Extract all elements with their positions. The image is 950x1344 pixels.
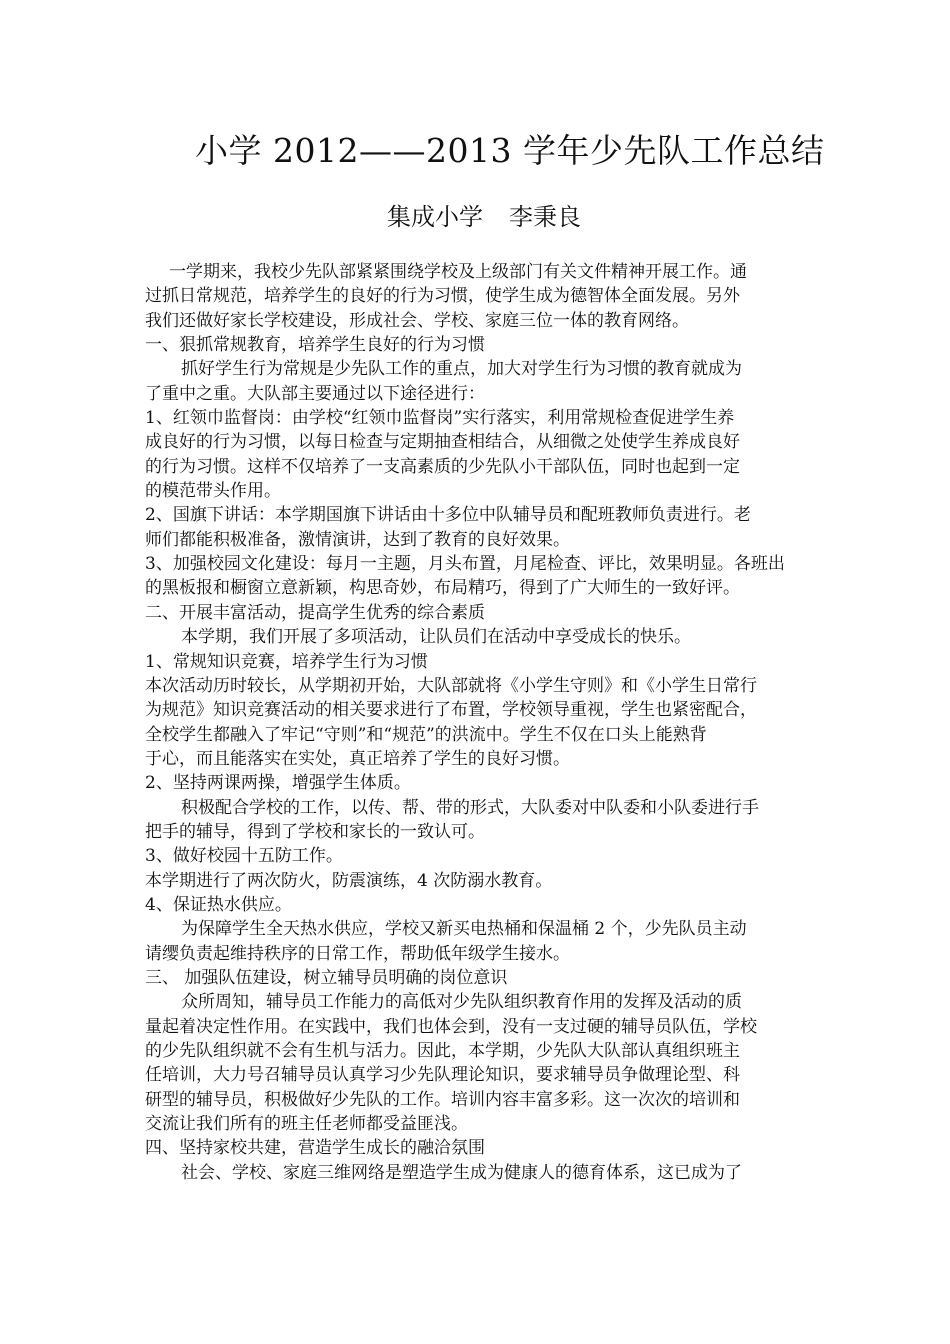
text-line: 我们还做好家长学校建设，形成社会、学校、家庭三位一体的教育网络。 <box>145 310 689 331</box>
document-title: 小学 2012——2013 学年少先队工作总结 <box>195 131 825 170</box>
text-line: 于心，而且能落实在实处，真正培养了学生的良好习惯。 <box>145 748 570 769</box>
text-line: 请缨负责起维持秩序的日常工作，帮助低年级学生接水。 <box>145 943 570 964</box>
text-line: 社会、学校、家庭三维网络是塑造学生成为健康人的德育体系，这已成为了 <box>181 1162 742 1183</box>
text-line: 3、做好校园十五防工作。 <box>145 846 343 867</box>
author-name: 李秉良 <box>509 203 581 231</box>
text-line: 交流让我们所有的班主任老师都受益匪浅。 <box>145 1114 468 1135</box>
text-line: 量起着决定性作用。在实践中，我们也体会到，没有一支过硬的辅导员队伍，学校 <box>145 1016 757 1037</box>
text-line: 四、坚持家校共建，营造学生成长的融洽氛围 <box>145 1138 485 1159</box>
author-school: 集成小学 <box>387 203 483 231</box>
document-body <box>145 260 810 1185</box>
text-line: 一、狠抓常规教育，培养学生良好的行为习惯 <box>145 335 485 356</box>
text-line: 成良好的行为习惯，以每日检查与定期抽查相结合，从细微之处使学生养成良好 <box>145 432 740 453</box>
text-line: 众所周知，辅导员工作能力的高低对少先队组织教育作用的发挥及活动的质 <box>181 992 742 1013</box>
text-line: 把手的辅导，得到了学校和家长的一致认可。 <box>145 821 485 842</box>
author-line <box>387 200 581 234</box>
text-line: 全校学生都融入了牢记“守则”和“规范”的洪流中。学生不仅在口头上能熟背 <box>145 724 707 745</box>
text-line: 的黑板报和橱窗立意新颖，构思奇妙，布局精巧，得到了广大师生的一致好评。 <box>145 578 740 599</box>
text-line: 三、 加强队伍建设，树立辅导员明确的岗位意识 <box>145 967 508 988</box>
text-line: 的少先队组织就不会有生机与活力。因此，本学期，少先队大队部认真组织班主 <box>145 1041 740 1061</box>
text-line: 了重中之重。大队部主要通过以下途径进行： <box>145 383 485 404</box>
text-line: 为保障学生全天热水供应，学校又新买电热桶和保温桶 2 个，少先队员主动 <box>181 919 747 940</box>
text-line: 一学期来，我校少先队部紧紧围绕学校及上级部门有关文件精神开展工作。通 <box>169 262 747 282</box>
text-line: 二、开展丰富活动，提高学生优秀的综合素质 <box>145 602 485 623</box>
text-line: 的模范带头作用。 <box>145 481 281 502</box>
text-line: 积极配合学校的工作，以传、帮、带的形式，大队委对中队委和小队委进行手 <box>181 797 759 818</box>
text-line: 本学期进行了两次防火，防震演练，4 次防溺水教育。 <box>145 870 553 891</box>
text-line: 的行为习惯。这样不仅培养了一支高素质的少先队小干部队伍，同时也起到一定 <box>145 456 740 477</box>
text-line: 3、加强校园文化建设：每月一主题，月头布置，月尾检查、评比，效果明显。各班出 <box>145 554 785 575</box>
text-line: 过抓日常规范，培养学生的良好的行为习惯，使学生成为德智体全面发展。另外 <box>145 286 740 307</box>
text-line: 1、红领巾监督岗：由学校“红领巾监督岗”实行落实，利用常规检查促进学生养 <box>145 408 735 429</box>
text-line: 师们都能积极准备，激情演讲，达到了教育的良好效果。 <box>145 529 570 550</box>
text-line: 抓好学生行为常规是少先队工作的重点，加大对学生行为习惯的教育就成为 <box>181 359 742 380</box>
text-line: 本学期，我们开展了多项活动，让队员们在活动中享受成长的快乐。 <box>181 627 691 648</box>
text-line: 研型的辅导员，积极做好少先队的工作。培训内容丰富多彩。这一次次的培训和 <box>145 1089 740 1110</box>
text-line: 为规范》知识竞赛活动的相关要求进行了布置，学校领导重视，学生也紧密配合， <box>145 700 757 721</box>
text-line: 本次活动历时较长，从学期初开始，大队部就将《小学生守则》和《小学生日常行 <box>145 675 757 696</box>
text-line: 4、保证热水供应。 <box>145 894 292 915</box>
text-line: 2、国旗下讲话：本学期国旗下讲话由十多位中队辅导员和配班教师负责进行。老 <box>145 505 751 526</box>
text-line: 1、常规知识竞赛，培养学生行为习惯 <box>145 651 428 672</box>
text-line: 2、坚持两课两操，增强学生体质。 <box>145 773 411 794</box>
text-line: 任培训，大力号召辅导员认真学习少先队理论知识，要求辅导员争做理论型、科 <box>145 1065 740 1086</box>
